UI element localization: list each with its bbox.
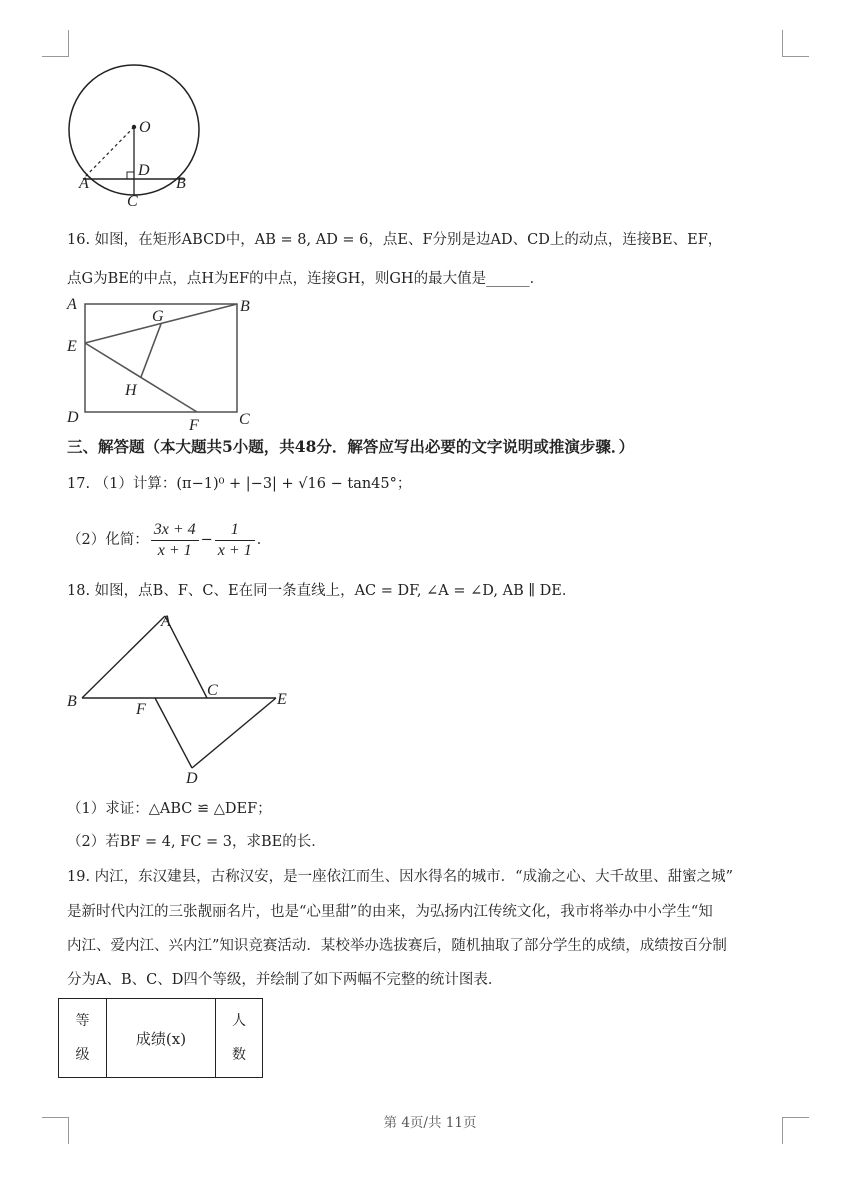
section-heading: 三、解答题（本大题共5小题，共48分．解答应写出必要的文字说明或推演步骤．） (67, 437, 635, 456)
label-c: C (207, 682, 218, 699)
header-grade (59, 999, 107, 1078)
corner-mark-top-left (42, 30, 69, 57)
q18-part2: （2）若BF = 4, FC = 3，求BE的长． (67, 834, 326, 850)
label-e: E (67, 338, 77, 355)
label-h: H (125, 382, 137, 399)
label-d: D (186, 770, 198, 787)
header-grade-char-2: 级 (75, 1047, 90, 1063)
label-g: G (152, 308, 164, 325)
q17-part1: 17. （1）计算：(π−1)⁰ + |−3| + √16 − tan45°； (67, 476, 412, 492)
fraction-2 (215, 520, 255, 561)
label-c: C (239, 411, 250, 428)
header-count-char-2: 数 (232, 1047, 246, 1063)
q18-part1: （1）求证：△ABC ≌ △DEF； (67, 801, 272, 817)
right-angle-mark (127, 172, 134, 179)
label-a: A (161, 613, 171, 630)
label-f: F (136, 701, 146, 718)
label-d: D (138, 162, 150, 179)
fraction-2-numerator: 1 (215, 520, 255, 541)
header-grade-char-1: 等 (75, 1013, 90, 1029)
q16-line1: 16. 如图，在矩形ABCD中，AB = 8, AD = 6，点E、F分别是边AD、CD上的动点，连接BE、EF， (67, 232, 723, 248)
label-d: D (67, 409, 79, 426)
fraction-1-denominator: x + 1 (157, 541, 192, 559)
segment-gh (141, 324, 161, 377)
label-b: B (67, 693, 77, 710)
label-f: F (189, 417, 199, 434)
q19-line-1: 19. 内江，东汉建县，古称汉安，是一座依江而生、因水得名的城市．“成渝之心、大千故里、甜蜜之城” (67, 869, 733, 885)
page-footer: 第 4页/共 11页 (383, 1115, 477, 1131)
triangles-figure (62, 608, 302, 788)
header-count (216, 999, 263, 1078)
segment-ef (85, 343, 197, 412)
label-b: B (240, 298, 250, 315)
q17-part2-suffix: ． (256, 532, 272, 548)
label-b: B (176, 175, 186, 192)
circle-figure (60, 60, 210, 212)
q19-line-4: 分为A、B、C、D四个等级，并绘制了如下两幅不完整的统计图表． (67, 972, 503, 988)
segment-ab (82, 616, 165, 698)
label-a: A (79, 175, 89, 192)
fraction-1 (151, 520, 199, 561)
grade-table (58, 998, 263, 1078)
label-c: C (127, 193, 138, 210)
dashed-segment-oa (83, 127, 134, 179)
label-o: O (139, 119, 151, 136)
q17-part2-prefix: （2）化简： (67, 532, 149, 548)
table-header-row (59, 999, 263, 1078)
q18-stem: 18. 如图，点B、F、C、E在同一条直线上，AC = DF, ∠A = ∠D, AB ∥ DE． (67, 583, 577, 599)
header-score: 成绩(x) (107, 999, 216, 1078)
fraction-1-numerator: 3x + 4 (151, 520, 199, 541)
q17-part2 (67, 517, 271, 563)
label-e: E (277, 691, 287, 708)
q19-line-3: 内江、爱内江、兴内江”知识竞赛活动．某校举办选拔赛后，随机抽取了部分学生的成绩，成绩按百分制 (67, 938, 727, 954)
segment-ac (165, 616, 207, 698)
minus-sign: − (200, 532, 213, 548)
segment-fd (155, 698, 192, 768)
q16-line2: 点G为BE的中点，点H为EF的中点，连接GH，则GH的最大值是______． (67, 271, 545, 287)
rectangle-figure (62, 292, 262, 437)
corner-mark-top-right (782, 30, 809, 57)
q19-line-2: 是新时代内江的三张靓丽名片，也是“心里甜”的由来，为弘扬内江传统文化，我市将举办中小学生“知 (67, 904, 713, 920)
fraction-2-denominator: x + 1 (217, 541, 252, 559)
label-a: A (67, 296, 77, 313)
center-point (132, 125, 136, 129)
segment-de (192, 698, 276, 768)
header-count-char-1: 人 (232, 1013, 246, 1029)
